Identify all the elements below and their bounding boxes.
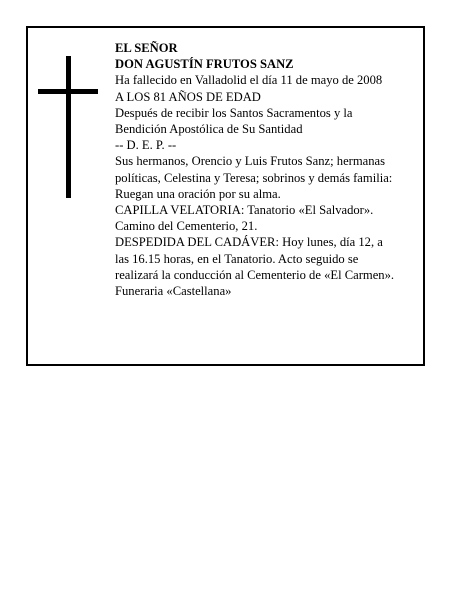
farewell-line-2: las 16.15 horas, en el Tanatorio. Acto seguido se — [115, 251, 359, 266]
prayer-request: Ruegan una oración por su alma. — [115, 186, 281, 201]
family-line-2: políticas, Celestina y Teresa; sobrinos y demás familia: — [115, 170, 393, 185]
notice-text — [115, 40, 423, 299]
deceased-honorific: EL SEÑOR — [115, 41, 178, 55]
chapel-line-2: Camino del Cementerio, 21. — [115, 219, 258, 234]
farewell-line-3: realizará la conducción al Cementerio de «El Carmen». — [115, 267, 395, 282]
obituary-notice — [26, 26, 425, 366]
family-line-1: Sus hermanos, Orencio y Luis Frutos Sanz; hermanas — [115, 154, 386, 169]
cross-horizontal-bar — [38, 89, 98, 94]
age-statement: A LOS 81 AÑOS DE EDAD — [115, 89, 261, 104]
deceased-name: DON AGUSTÍN FRUTOS SANZ — [115, 57, 294, 72]
funeral-home: Funeraria «Castellana» — [115, 284, 232, 299]
death-statement: Ha fallecido en Valladolid el día 11 de mayo de 2008 — [115, 73, 383, 88]
rip-line: -- D. E. P. -- — [115, 138, 177, 153]
cross-icon — [38, 56, 98, 198]
chapel-line-1: CAPILLA VELATORIA: Tanatorio «El Salvador». — [115, 203, 374, 218]
sacraments-line-1: Después de recibir los Santos Sacramentos y la — [115, 105, 353, 120]
sacraments-line-2: Bendición Apostólica de Su Santidad — [115, 122, 303, 137]
cross-vertical-bar — [66, 56, 71, 198]
farewell-line-1: DESPEDIDA DEL CADÁVER: Hoy lunes, día 12, a — [115, 235, 383, 250]
